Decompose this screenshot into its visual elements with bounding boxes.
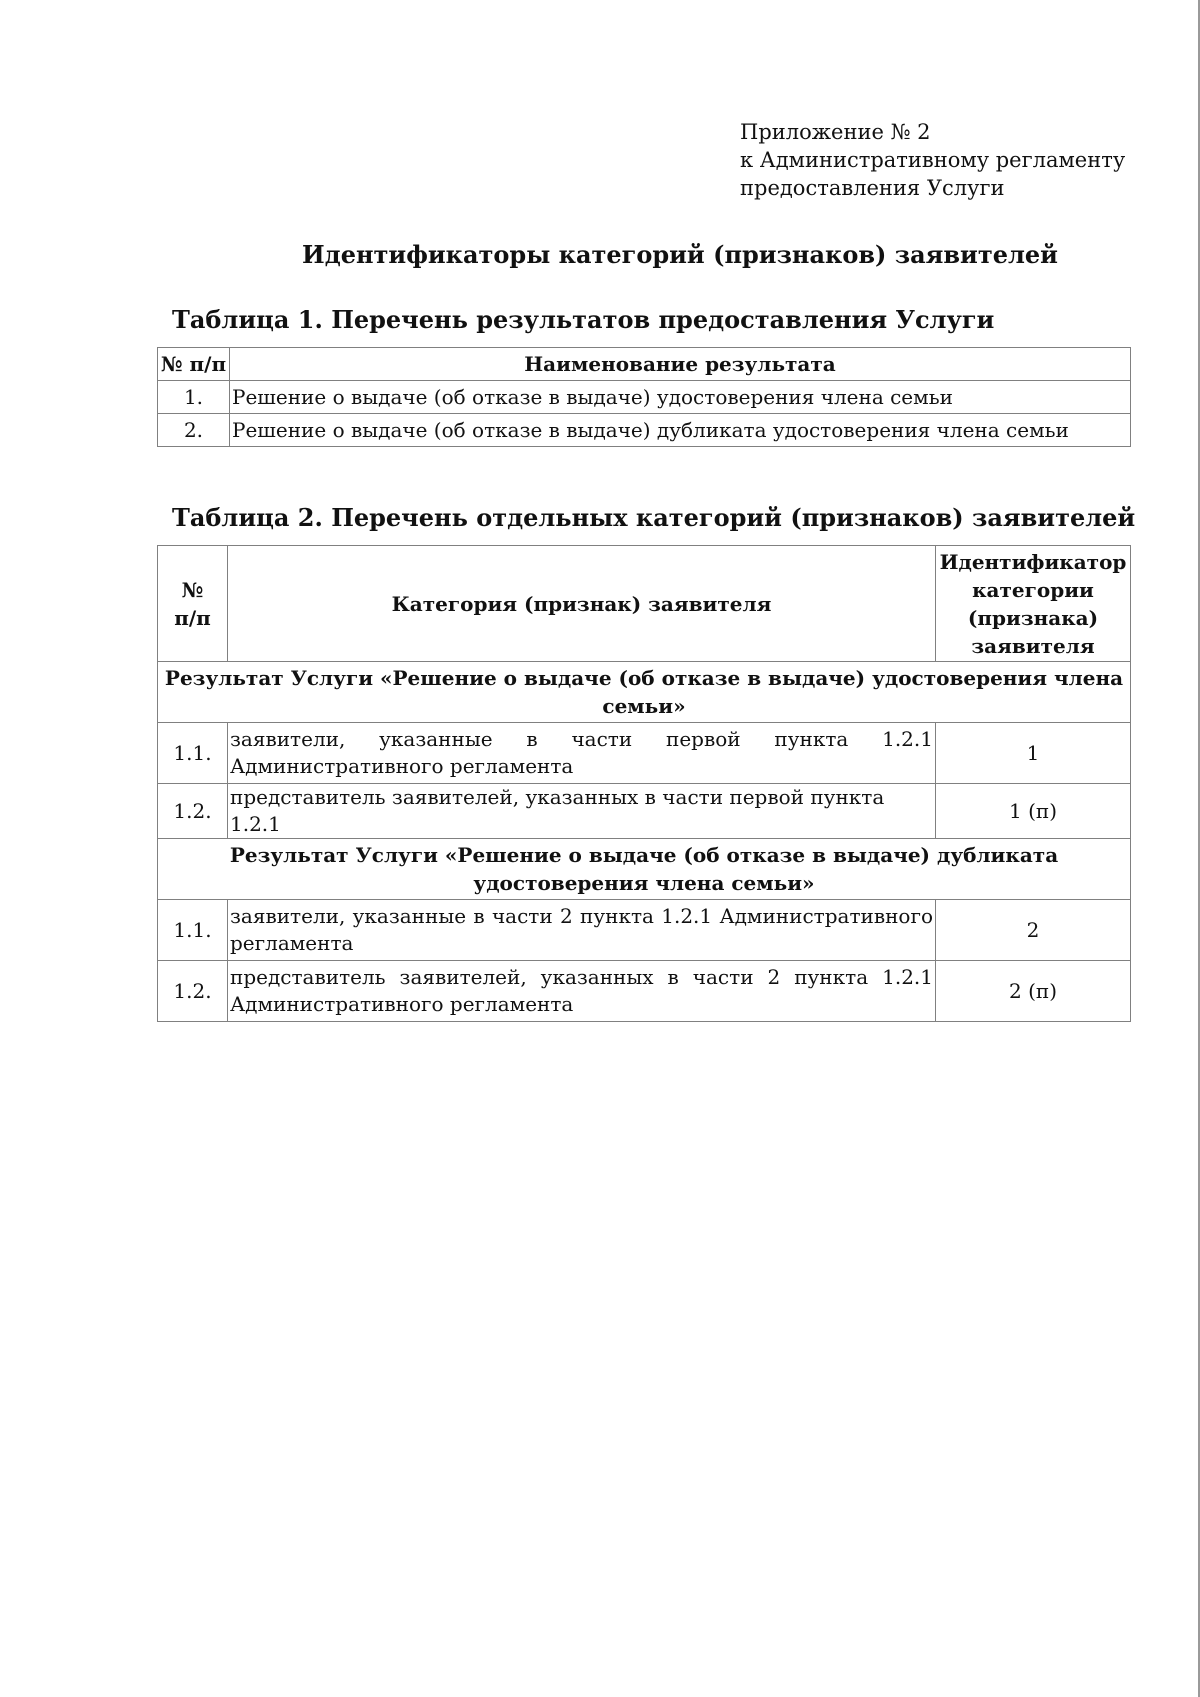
row-number: 1. xyxy=(158,381,230,414)
table1-caption: Таблица 1. Перечень результатов предоставления Услуги xyxy=(172,305,995,334)
group-header-row xyxy=(158,839,1131,900)
column-header-category: Категория (признак) заявителя xyxy=(228,546,936,662)
table2-caption: Таблица 2. Перечень отдельных категорий (признаков) заявителей xyxy=(172,503,1136,532)
row-number: 1.1. xyxy=(158,900,228,961)
row-number: 1.2. xyxy=(158,961,228,1022)
group-title: Результат Услуги «Решение о выдаче (об отказе в выдаче) дубликата удостоверения члена семьи» xyxy=(158,839,1131,900)
group-title: Результат Услуги «Решение о выдаче (об отказе в выдаче) удостоверения члена семьи» xyxy=(158,662,1131,723)
appendix-line: к Административному регламенту xyxy=(740,148,1126,172)
header-number-line: № xyxy=(181,577,204,602)
column-header-number: № п/п xyxy=(158,348,230,381)
row-number: 1.1. xyxy=(158,723,228,784)
category-text: заявители, указанные в части первой пункта 1.2.1 Административного регламента xyxy=(228,723,936,784)
category-identifier: 2 (п) xyxy=(936,961,1131,1022)
results-table xyxy=(157,347,1131,447)
column-header-identifier: Идентификатор категории (признака) заявителя xyxy=(936,546,1131,662)
category-identifier: 1 (п) xyxy=(936,784,1131,839)
table-header-row xyxy=(158,348,1131,381)
row-number: 1.2. xyxy=(158,784,228,839)
column-header-number xyxy=(158,546,228,662)
table-row xyxy=(158,784,1131,839)
column-header-result-name: Наименование результата xyxy=(230,348,1131,381)
table-row xyxy=(158,723,1131,784)
appendix-line: предоставления Услуги xyxy=(740,176,1005,200)
category-text: представитель заявителей, указанных в части 2 пункта 1.2.1 Административного регламента xyxy=(228,961,936,1022)
table-row xyxy=(158,961,1131,1022)
category-text: представитель заявителей, указанных в части первой пункта 1.2.1 xyxy=(228,784,936,839)
appendix-line: Приложение № 2 xyxy=(740,120,931,144)
table-header-row xyxy=(158,546,1131,662)
category-identifier: 2 xyxy=(936,900,1131,961)
result-name: Решение о выдаче (об отказе в выдаче) удостоверения члена семьи xyxy=(230,381,1131,414)
header-number-line: п/п xyxy=(174,605,211,630)
appendix-note xyxy=(740,118,1125,202)
group-header-row xyxy=(158,662,1131,723)
row-number: 2. xyxy=(158,414,230,447)
table-row xyxy=(158,414,1131,447)
document-title: Идентификаторы категорий (признаков) заявителей xyxy=(302,240,1058,269)
result-name: Решение о выдаче (об отказе в выдаче) дубликата удостоверения члена семьи xyxy=(230,414,1131,447)
categories-table xyxy=(157,545,1131,1022)
category-identifier: 1 xyxy=(936,723,1131,784)
table-row xyxy=(158,381,1131,414)
category-text: заявители, указанные в части 2 пункта 1.2.1 Административного регламента xyxy=(228,900,936,961)
table-row xyxy=(158,900,1131,961)
